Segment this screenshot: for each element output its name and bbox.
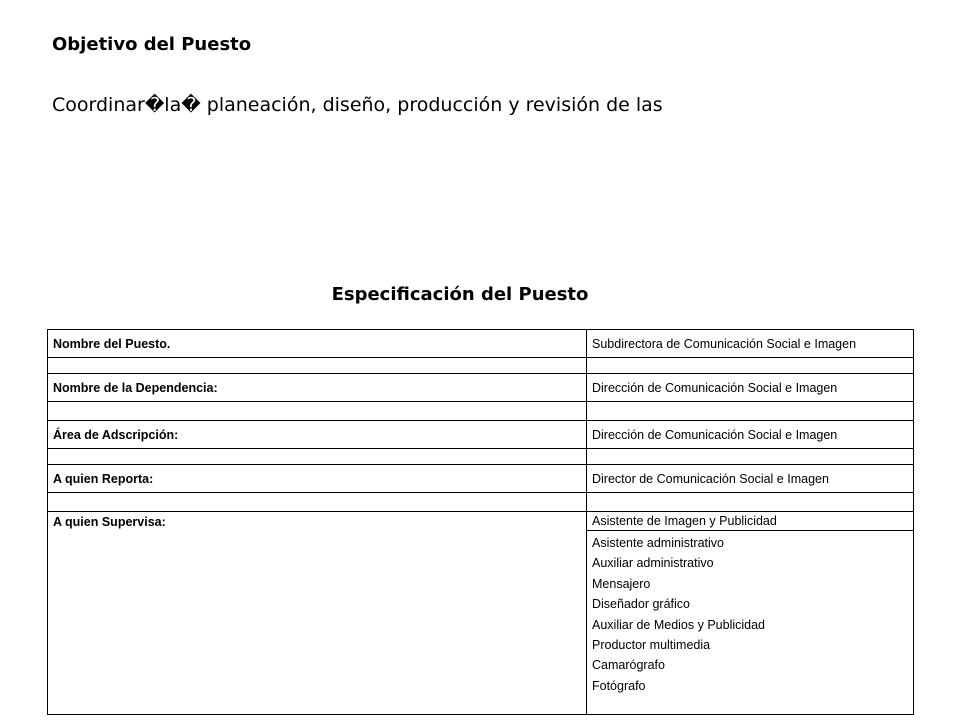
supervised-list [587,531,914,715]
objective-heading: Objetivo del Puesto [52,34,252,55]
row-value-supervisa-first: Asistente de Imagen y Publicidad [587,512,914,531]
list-item: Productor multimedia [592,638,711,653]
specification-table [47,329,914,715]
objective-text: Coordinar�la� planeación, diseño, producción y revisión de las [52,94,663,116]
row-value-adscripcion: Dirección de Comunicación Social e Imagen [587,421,914,449]
list-item: Mensajero [592,576,651,591]
list-item: Auxiliar administrativo [592,556,714,571]
list-item: Asistente administrativo [592,536,725,550]
list-item: Camarógrafo [592,658,665,673]
table-row [48,330,914,358]
table-row [48,512,914,531]
table-row-empty [48,358,914,374]
row-label-adscripcion: Área de Adscripción: [48,421,587,449]
row-label-dependencia: Nombre de la Dependencia: [48,374,587,402]
table-row-empty [48,493,914,512]
table-row [48,421,914,449]
row-value-dependencia: Dirección de Comunicación Social e Imagen [587,374,914,402]
row-label-reporta: A quien Reporta: [48,465,587,493]
row-label-supervisa: A quien Supervisa: [48,512,587,715]
row-value-reporta: Director de Comunicación Social e Imagen [587,465,914,493]
table-row-empty [48,402,914,421]
table-row [48,374,914,402]
list-item: Auxiliar de Medios y Publicidad [592,617,766,632]
row-value-nombre-puesto: Subdirectora de Comunicación Social e Imagen [587,330,914,358]
row-label-nombre-puesto: Nombre del Puesto. [48,330,587,358]
list-item: Diseñador gráfico [592,597,690,612]
specification-heading: Especificación del Puesto [331,284,589,305]
table-row-empty [48,449,914,465]
list-item: Fotógrafo [592,678,646,693]
table-row [48,465,914,493]
